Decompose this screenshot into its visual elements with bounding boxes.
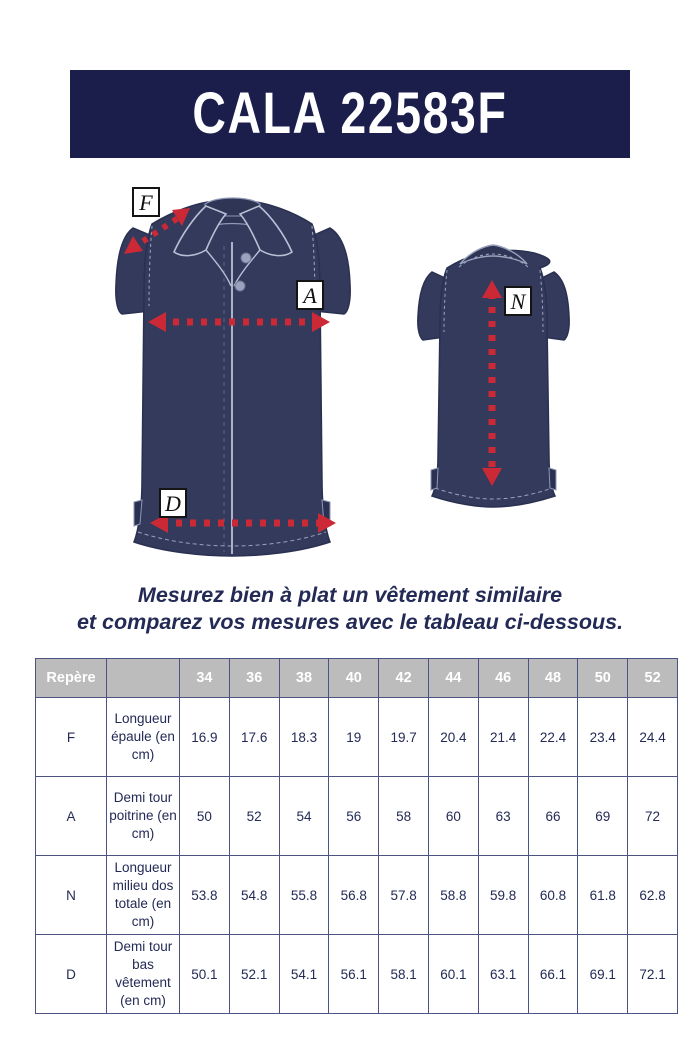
marker-label-F-text: F: [139, 190, 153, 215]
marker-label-A: [297, 281, 323, 309]
header-size-52: 52: [628, 659, 678, 698]
size-table-body: [36, 698, 678, 1014]
header-size-42: 42: [379, 659, 429, 698]
header-size-34: 34: [180, 659, 230, 698]
marker-label-A-text: A: [303, 283, 317, 308]
row-value: 69.1: [578, 935, 628, 1014]
row-value: 56.8: [329, 856, 379, 935]
size-table-container: [35, 658, 665, 1014]
header-description: [107, 659, 180, 698]
row-value: 58.8: [428, 856, 478, 935]
row-value: 58: [379, 777, 429, 856]
row-value: 66: [528, 777, 578, 856]
marker-label-F: [133, 188, 159, 216]
front-button-top: [241, 253, 251, 263]
back-left-vent: [431, 468, 438, 490]
table-row: [36, 856, 678, 935]
row-description: Demi tour poitrine (en cm): [107, 777, 180, 856]
table-row: [36, 698, 678, 777]
row-value: 69: [578, 777, 628, 856]
front-button-bottom: [235, 281, 245, 291]
garment-illustration: [0, 180, 700, 570]
row-value: 52.1: [229, 935, 279, 1014]
page-title: CALA 22583F: [192, 81, 508, 146]
row-value: 63.1: [478, 935, 528, 1014]
row-value: 17.6: [229, 698, 279, 777]
row-value: 24.4: [628, 698, 678, 777]
row-value: 54.1: [279, 935, 329, 1014]
row-description: Longueur épaule (en cm): [107, 698, 180, 777]
row-code: A: [36, 777, 107, 856]
row-value: 50.1: [180, 935, 230, 1014]
table-row: [36, 935, 678, 1014]
header-size-46: 46: [478, 659, 528, 698]
header-size-36: 36: [229, 659, 279, 698]
row-value: 66.1: [528, 935, 578, 1014]
row-code: F: [36, 698, 107, 777]
row-value: 52: [229, 777, 279, 856]
measurement-instructions: [0, 582, 700, 636]
row-value: 56: [329, 777, 379, 856]
instructions-line-1: Mesurez bien à plat un vêtement similaire: [137, 583, 563, 607]
row-value: 54.8: [229, 856, 279, 935]
row-value: 60.8: [528, 856, 578, 935]
garment-front-view: [116, 198, 350, 556]
marker-label-N: [505, 287, 531, 315]
size-table-head: [36, 659, 678, 698]
row-value: 16.9: [180, 698, 230, 777]
row-value: 57.8: [379, 856, 429, 935]
row-description: Demi tour bas vêtement (en cm): [107, 935, 180, 1014]
header-size-44: 44: [428, 659, 478, 698]
marker-label-N-text: N: [510, 289, 526, 314]
back-right-vent: [549, 468, 556, 490]
row-value: 60: [428, 777, 478, 856]
marker-label-D-text: D: [165, 491, 181, 516]
row-value: 72: [628, 777, 678, 856]
row-value: 56.1: [329, 935, 379, 1014]
row-value: 60.1: [428, 935, 478, 1014]
row-value: 59.8: [478, 856, 528, 935]
row-code: N: [36, 856, 107, 935]
marker-label-D: [160, 489, 186, 517]
header-size-50: 50: [578, 659, 628, 698]
row-value: 62.8: [628, 856, 678, 935]
row-value: 72.1: [628, 935, 678, 1014]
row-value: 61.8: [578, 856, 628, 935]
instructions-line-2: et comparez vos mesures avec le tableau ci-dessous.: [76, 610, 624, 634]
row-value: 19.7: [379, 698, 429, 777]
row-value: 20.4: [428, 698, 478, 777]
row-value: 50: [180, 777, 230, 856]
row-value: 18.3: [279, 698, 329, 777]
row-value: 58.1: [379, 935, 429, 1014]
row-description: Longueur milieu dos totale (en cm): [107, 856, 180, 935]
header-size-40: 40: [329, 659, 379, 698]
header-size-38: 38: [279, 659, 329, 698]
row-value: 21.4: [478, 698, 528, 777]
header-repere: Repère: [36, 659, 107, 698]
row-value: 23.4: [578, 698, 628, 777]
table-row: [36, 777, 678, 856]
row-value: 53.8: [180, 856, 230, 935]
size-table: [35, 658, 678, 1014]
row-value: 22.4: [528, 698, 578, 777]
row-value: 19: [329, 698, 379, 777]
row-code: D: [36, 935, 107, 1014]
title-banner: [70, 70, 630, 158]
row-value: 55.8: [279, 856, 329, 935]
header-size-48: 48: [528, 659, 578, 698]
row-value: 54: [279, 777, 329, 856]
size-table-header-row: [36, 659, 678, 698]
row-value: 63: [478, 777, 528, 856]
